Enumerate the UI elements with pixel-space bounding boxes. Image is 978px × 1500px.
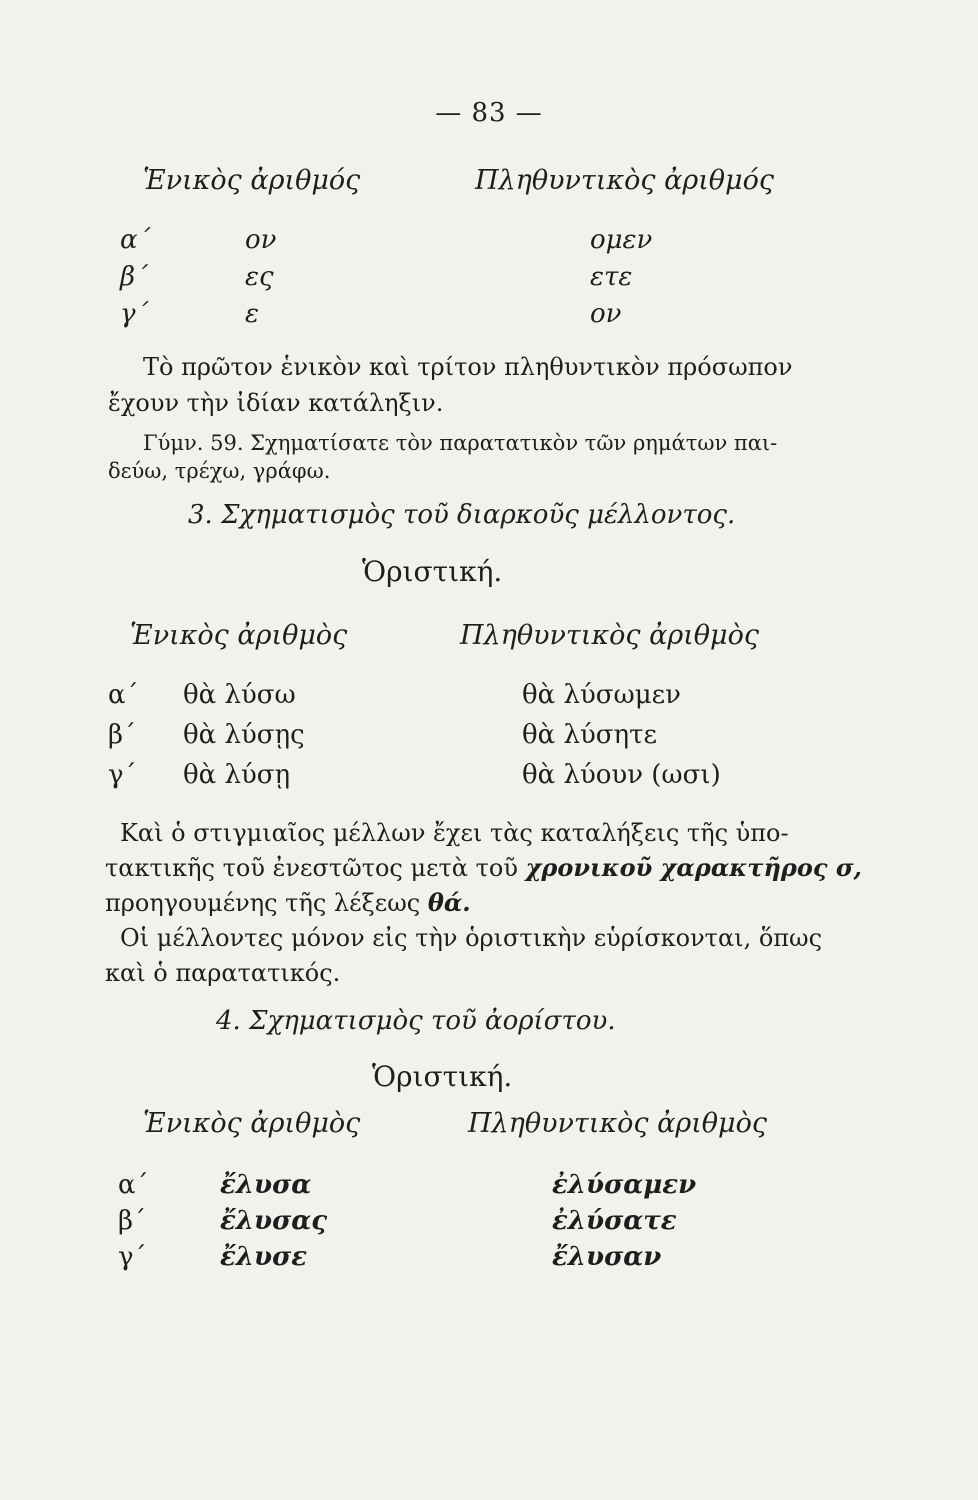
- table2-plural: θὰ λύσωμεν: [522, 680, 681, 710]
- paragraph-line: [105, 851, 862, 885]
- exercise-line: δεύω, τρέχω, γράφω.: [108, 459, 331, 483]
- table1-person: α΄: [120, 225, 151, 255]
- paragraph-text: προηγουμένης τῆς λέξεως: [105, 889, 428, 917]
- table1-singular: ον: [245, 225, 277, 255]
- table3-person: γ΄: [118, 1242, 147, 1272]
- table3-header-plural: Πληθυντικὸς ἀριθμὸς: [468, 1108, 767, 1139]
- table2-singular: θὰ λύσῃ: [183, 760, 291, 790]
- section-title: 3. Σχηματισμὸς τοῦ διαρκοῦς μέλλοντος.: [188, 500, 736, 530]
- emphasis-text: θά.: [427, 888, 471, 917]
- table3-singular: ἔλυσε: [220, 1242, 308, 1272]
- paragraph-line: καὶ ὁ παρατατικός.: [105, 959, 341, 987]
- paragraph-line: ἔχουν τὴν ἰδίαν κατάληξιν.: [108, 389, 444, 417]
- table3-plural: ἔλυσαν: [552, 1242, 662, 1272]
- table2-singular: θὰ λύσω: [183, 680, 296, 710]
- table1-header-singular: Ἑνικὸς ἀριθμός: [143, 165, 361, 196]
- paragraph-line: Τὸ πρῶτον ἑνικὸν καὶ τρίτον πληθυντικὸν πρόσωπον: [143, 353, 793, 381]
- table2-plural: θὰ λύσητε: [522, 720, 657, 750]
- table1-plural: ετε: [590, 262, 633, 292]
- table3-singular: ἔλυσας: [220, 1206, 328, 1236]
- table2-singular: θὰ λύσῃς: [183, 720, 305, 750]
- emphasis-text: χρονικοῦ χαρακτῆρος σ,: [525, 853, 862, 882]
- page-number: — 83 —: [435, 98, 543, 128]
- table2-person: γ΄: [108, 760, 137, 790]
- table1-header-plural: Πληθυντικὸς ἀριθμός: [475, 165, 774, 196]
- exercise-line: Γύμν. 59. Σχηματίσατε τὸν παρατατικὸν τῶν ρημάτων παι-: [143, 431, 778, 455]
- table1-singular: ες: [245, 262, 274, 292]
- paragraph-line: Καὶ ὁ στιγμιαῖος μέλλων ἔχει τὰς καταλήξεις τῆς ὑπο-: [120, 819, 789, 847]
- table3-person: β΄: [118, 1206, 147, 1236]
- paragraph-line: Οἱ μέλλοντες μόνον εἰς τὴν ὁριστικὴν εὑρίσκονται, ὅπως: [120, 924, 823, 952]
- table1-person: β΄: [120, 262, 149, 292]
- table1-plural: ον: [590, 299, 622, 329]
- table3-header-singular: Ἑνικὸς ἀριθμὸς: [143, 1108, 361, 1139]
- table1-singular: ε: [245, 299, 259, 329]
- table2-plural: θὰ λύουν (ωσι): [522, 760, 721, 790]
- table2-person: α΄: [108, 680, 139, 710]
- paragraph-line: [105, 886, 471, 920]
- mood-heading: Ὁριστική.: [362, 555, 503, 588]
- mood-heading: Ὁριστική.: [372, 1060, 513, 1093]
- table3-person: α΄: [118, 1170, 149, 1200]
- paragraph-text: τακτικῆς τοῦ ἐνεστῶτος μετὰ τοῦ: [105, 854, 526, 882]
- table1-person: γ΄: [120, 299, 149, 329]
- table2-header-singular: Ἑνικὸς ἀριθμὸς: [130, 620, 348, 651]
- table2-header-plural: Πληθυντικὸς ἀριθμὸς: [460, 620, 759, 651]
- section-title: 4. Σχηματισμὸς τοῦ ἀορίστου.: [216, 1006, 616, 1036]
- table3-plural: ἐλύσαμεν: [552, 1170, 697, 1200]
- table1-plural: ομεν: [590, 225, 653, 255]
- table3-plural: ἐλύσατε: [552, 1206, 677, 1236]
- table2-person: β΄: [108, 720, 137, 750]
- table3-singular: ἔλυσα: [220, 1170, 312, 1200]
